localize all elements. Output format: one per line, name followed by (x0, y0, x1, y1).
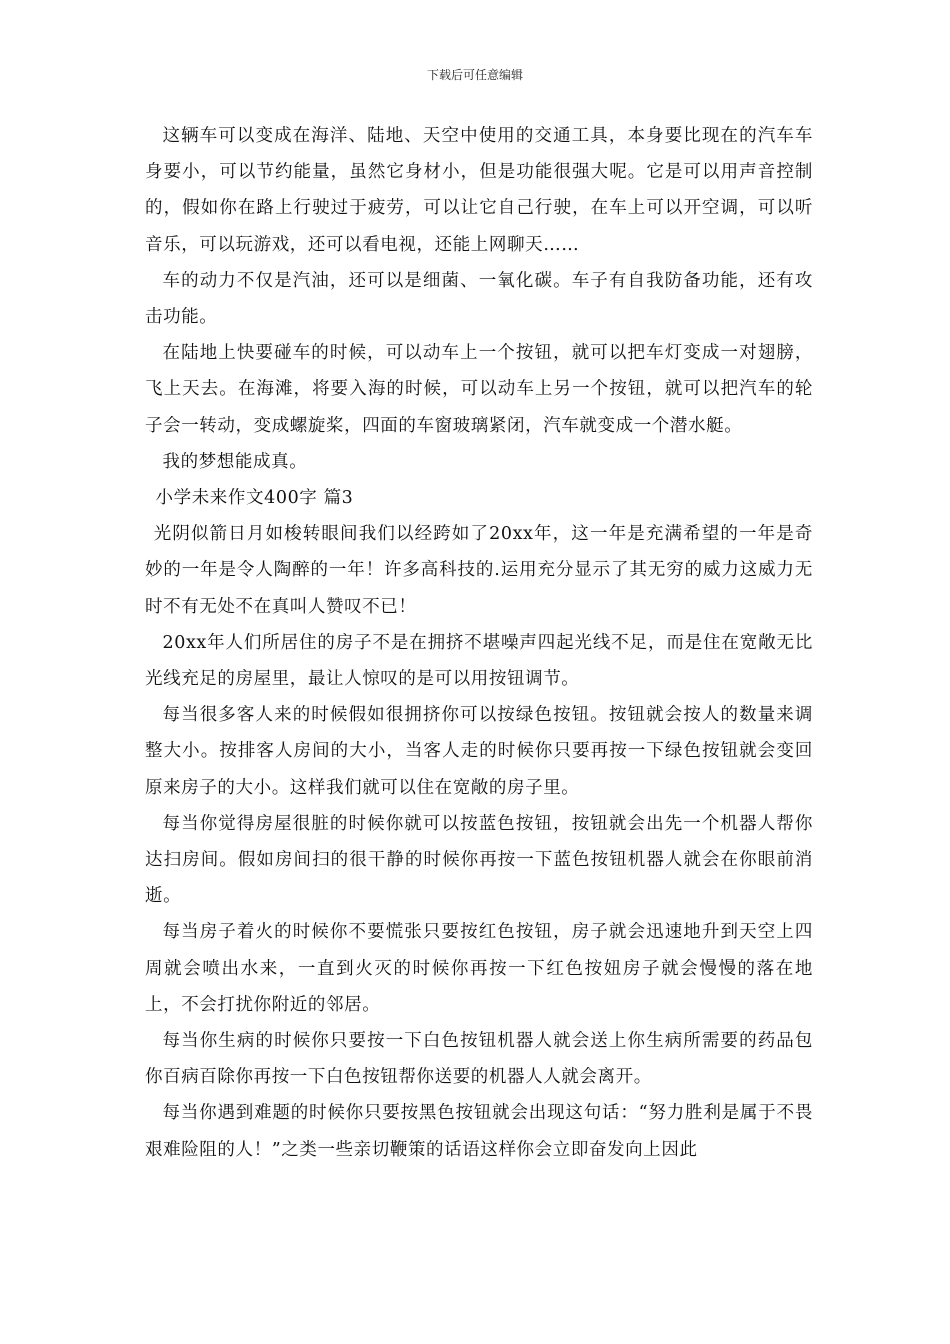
paragraph: 我的梦想能成真。 (162, 451, 308, 472)
paragraph: 这辆车可以变成在海洋、陆地、天空中使用的交通工具，本身要比现在的汽车车身要小，可以节约能量，虽然它身材小，但是功能很强大呢。它是可以用声音控制的，假如你在路上行驶过于疲劳，可以让它自己行驶，在车上可以开空调，可以听音乐，可以玩游戏，还可以看电视，还能上网聊天…… (145, 126, 813, 255)
paragraph: 20xx年人们所居住的房子不是在拥挤不堪噪声四起光线不足，而是住在宽敞无比光线充足的房屋里，最让人惊叹的是可以用按钮调节。 (145, 632, 813, 690)
paragraph: 每当很多客人来的时候假如很拥挤你可以按绿色按钮。按钮就会按人的数量来调整大小。按排客人房间的大小，当客人走的时候你只要再按一下绿色按钮就会变回原来房子的大小。这样我们就可以住在宽敞的房子里。 (145, 705, 813, 798)
page-header: 下载后可任意编辑 (426, 68, 523, 82)
paragraph: 每当你遇到难题的时候你只要按黑色按钮就会出现这句话：“努力胜利是属于不畏艰难险阻的人！”之类一些亲切鞭策的话语这样你会立即奋发向上因此 (145, 1103, 813, 1160)
section-title: 小学未来作文400字 篇3 (155, 488, 354, 509)
paragraph: 每当你觉得房屋很脏的时候你就可以按蓝色按钮，按钮就会出先一个机器人帮你达扫房间。假如房间扫的很干静的时候你再按一下蓝色按钮机器人就会在你眼前消逝。 (145, 813, 813, 907)
paragraph: 每当你生病的时候你只要按一下白色按钮机器人就会送上你生病所需要的药品包你百病百除你再按一下白色按钮帮你送要的机器人人就会离开。 (145, 1031, 813, 1088)
document-body (145, 118, 813, 1168)
paragraph: 车的动力不仅是汽油，还可以是细菌、一氧化碳。车子有自我防备功能，还有攻击功能。 (145, 270, 813, 328)
paragraph: 在陆地上快要碰车的时候，可以动车上一个按钮，就可以把车灯变成一对翅膀，飞上天去。在海滩，将要入海的时候，可以动车上另一个按钮，就可以把汽车的轮子会一转动，变成螺旋桨，四面的车窗玻璃紧闭，汽车就变成一个潜水艇。 (145, 343, 813, 436)
paragraph: 光阴似箭日月如梭转眼间我们以经跨如了20xx年，这一年是充满希望的一年是奇妙的一年是令人陶醉的一年！许多高科技的.运用充分显示了其无穷的威力这威力无时不有无处不在真叫人赞叹不已！ (145, 524, 813, 617)
paragraph: 每当房子着火的时候你不要慌张只要按红色按钮，房子就会迅速地升到天空上四周就会喷出水来，一直到火灭的时候你再按一下红色按妞房子就会慢慢的落在地上，不会打扰你附近的邻居。 (145, 922, 813, 1015)
